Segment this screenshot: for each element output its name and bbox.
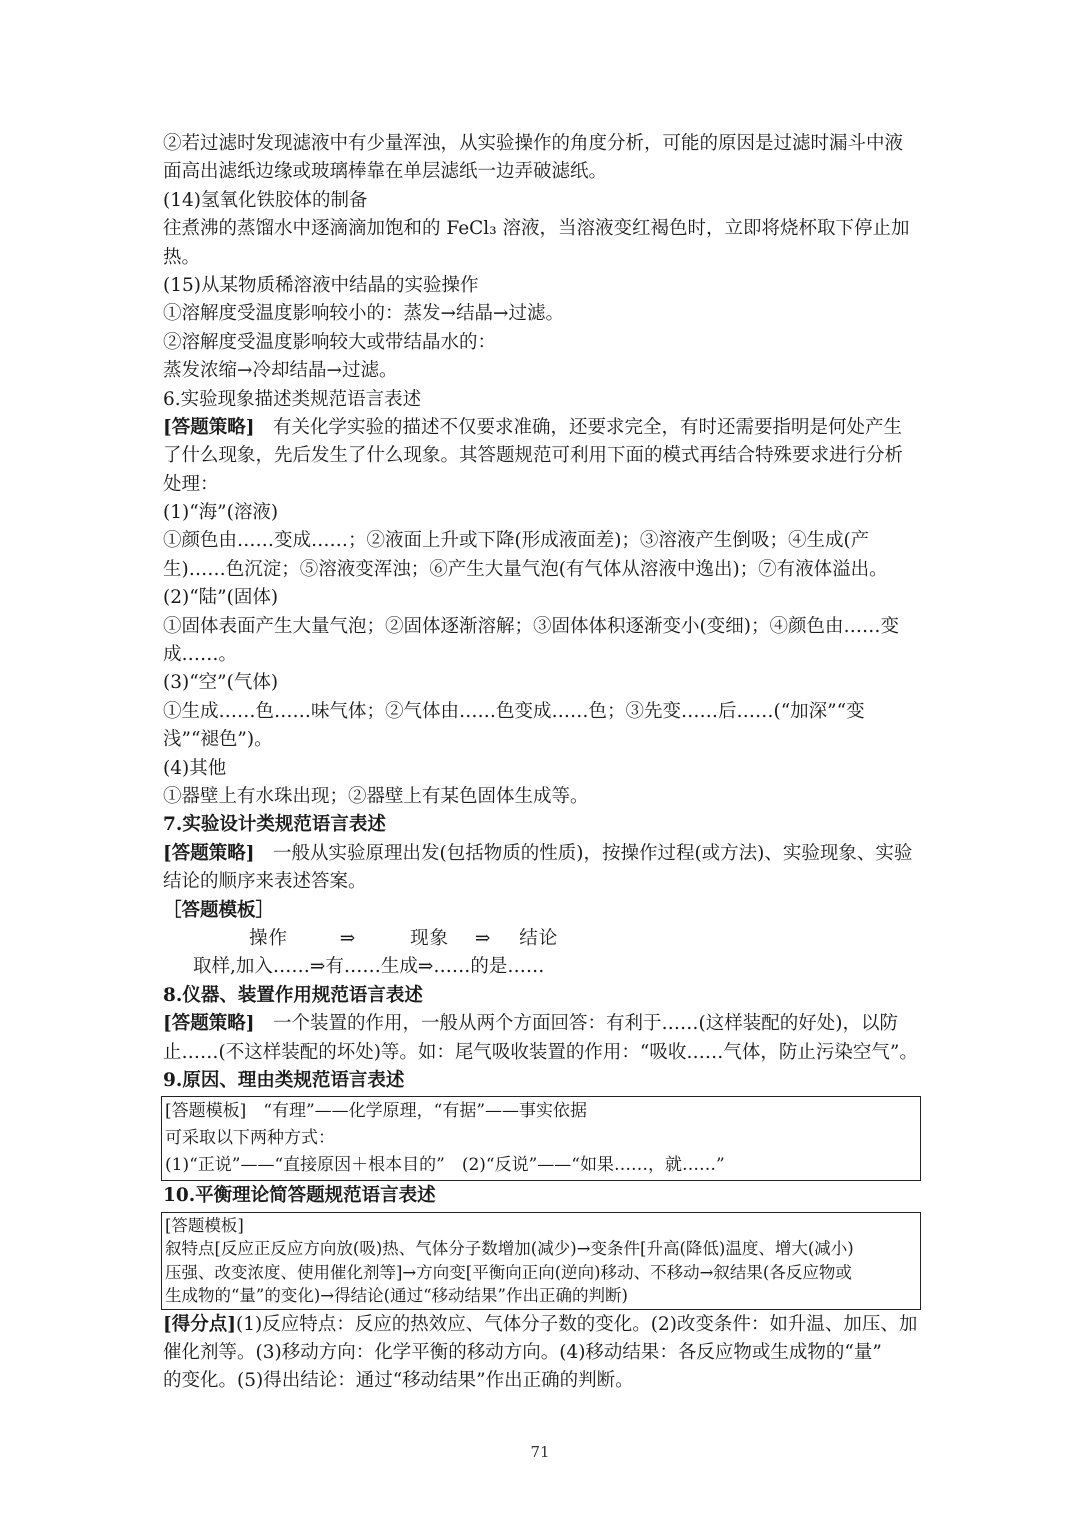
section-heading-10: 10.平衡理论简答题规范语言表述 [163, 1185, 436, 1207]
strategy-text: 一般从实验原理出发(包括物质的性质)，按操作过程(或方法)、实验现象、实验 [254, 842, 913, 864]
box-line: 可采取以下两种方式： [165, 1128, 335, 1149]
air-title: (3)“空”(气体) [163, 672, 279, 694]
other-title: (4)其他 [163, 757, 227, 779]
box-line: 生成物的“量”的变化)→得结论(通过“移动结果”作出正确的判断) [165, 1286, 628, 1306]
text-line: 热。 [163, 246, 201, 268]
template-label: [答题模板] [165, 1215, 244, 1235]
template-example: 取样,加入……⇒有……生成⇒……的是…… [193, 956, 545, 978]
text-line: 浅”“褪色”)。 [163, 729, 273, 751]
strategy-text: 一个装置的作用，一般从两个方面回答：有利于……(这样装配的好处)，以防 [254, 1013, 898, 1035]
text-line: ①固体表面产生大量气泡；②固体逐渐溶解；③固体体积逐渐变小(变细)；④颜色由……变 [163, 615, 899, 637]
text-line: ②若过滤时发现滤液中有少量浑浊，从实验操作的角度分析，可能的原因是过滤时漏斗中液 [163, 133, 904, 154]
box-text: “有理”——化学原理，“有据”——事实依据 [246, 1101, 588, 1122]
land-title: (2)“陆”(固体) [163, 587, 279, 609]
strategy-text: 有关化学实验的描述不仅要求准确，还要求完全，有时还需要指明是何处产生 [254, 416, 903, 438]
text-line: 面高出滤纸边缘或玻璃棒靠在单层滤纸一边弄破滤纸。 [163, 161, 608, 183]
section-heading-8: 8.仪器、装置作用规范语言表述 [163, 984, 423, 1006]
strategy-label: [答题策略] [163, 1013, 255, 1035]
section-heading-7: 7.实验设计类规范语言表述 [163, 814, 386, 836]
page-content [163, 130, 923, 1396]
template-label: [答题模板] [165, 1101, 247, 1122]
text-line: ①溶解度受温度影响较小的：蒸发→结晶→过滤。 [163, 303, 565, 325]
strategy-line [163, 414, 923, 442]
text-line: 催化剂等。(3)移动方向：化学平衡的移动方向。(4)移动结果：各反应物或生成物的“量” [163, 1342, 882, 1364]
box-line: (1)“正说”——“直接原因＋根本目的” (2)“反说”——“如果……，就……” [165, 1155, 725, 1176]
text-line: 止……(不这样装配的坏处)等。如：尾气吸收装置的作用：“吸收……气体，防止污染空气”。 [163, 1041, 918, 1063]
box-line [165, 1098, 914, 1125]
strategy-line [163, 840, 923, 868]
text-line: 往煮沸的蒸馏水中逐滴滴加饱和的 FeCl₃ 溶液，当溶液变红褐色时，立即将烧杯取下停止加 [163, 218, 910, 240]
score-line [163, 1311, 923, 1339]
text-line: ①颜色由……变成……；②液面上升或下降(形成液面差)；③溶液产生倒吸；④生成(产 [163, 530, 870, 552]
text-line: ①器壁上有水珠出现；②器壁上有某色固体生成等。 [163, 785, 589, 807]
strategy-label: [答题策略] [163, 842, 255, 864]
text-line: 结论的顺序来表述答案。 [163, 871, 367, 893]
section-heading-9: 9.原因、理由类规范语言表述 [163, 1069, 405, 1091]
flow-arrow: ⇒ [474, 927, 492, 949]
strategy-line [163, 1010, 923, 1038]
subheading: (14)氢氧化铁胶体的制备 [163, 189, 368, 211]
flow-conclusion: 结论 [519, 927, 559, 949]
section-heading-6: 6.实验现象描述类规范语言表述 [163, 388, 422, 410]
reason-template-box [161, 1096, 921, 1181]
box-line: 压强、改变浓度、使用催化剂等]→方向变[平衡向正向(逆向)移动、不移动→叙结果(各反应物或 [165, 1262, 852, 1282]
page-number: 71 [530, 1443, 550, 1461]
text-line: 的变化。(5)得出结论：通过“移动结果”作出正确的判断。 [163, 1370, 634, 1392]
text-line: ①生成……色……味气体；②气体由……色变成……色；③先变……后……(“加深”“变 [163, 700, 865, 722]
box-line: 叙特点[反应正反应方向放(吸)热、气体分子数增加(减少)→变条件[升高(降低)温度、增大(减小) [165, 1239, 854, 1259]
score-label: [得分点] [163, 1313, 237, 1335]
text-line: 处理： [163, 473, 219, 495]
text-line: ②溶解度受温度影响较大或带结晶水的： [163, 331, 497, 353]
template-flow [163, 925, 923, 953]
text-line: 生)……色沉淀；⑤溶液变浑浊；⑥产生大量气泡(有气体从溶液中逸出)；⑦有液体溢出。 [163, 558, 888, 580]
flow-phenomenon: 现象 [410, 927, 450, 949]
flow-arrow: ⇒ [339, 927, 357, 949]
text-line: 了什么现象，先后发生了什么现象。其答题规范可利用下面的模式再结合特殊要求进行分析 [163, 445, 904, 467]
strategy-label: [答题策略] [163, 416, 255, 438]
sea-title: (1)“海”(溶液) [163, 502, 279, 524]
subheading: (15)从某物质稀溶液中结晶的实验操作 [163, 274, 479, 296]
score-text: (1)反应特点：反应的热效应、气体分子数的变化。(2)改变条件：如升温、加压、加 [236, 1313, 918, 1335]
flow-operation: 操作 [249, 927, 289, 949]
equilibrium-template-box [161, 1212, 921, 1310]
template-label: ［答题模板］ [163, 899, 275, 921]
text-line: 蒸发浓缩→冷却结晶→过滤。 [163, 360, 398, 382]
text-line: 成……。 [163, 644, 238, 666]
